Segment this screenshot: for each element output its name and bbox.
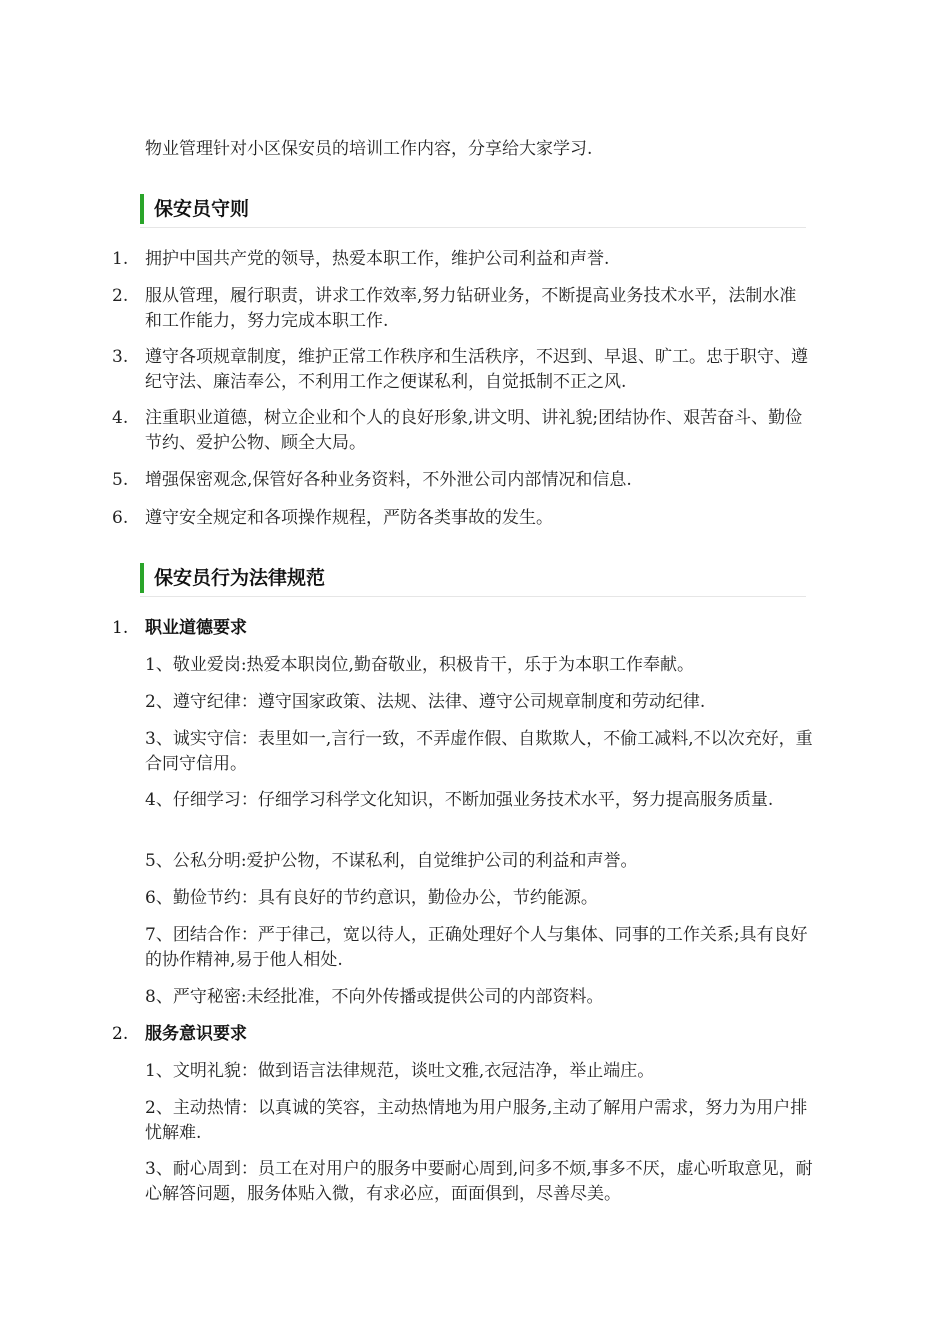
list-item xyxy=(112,345,812,395)
list-number: 2. xyxy=(112,286,129,306)
list-number: 1. xyxy=(112,249,129,269)
subsection-number: 2. xyxy=(112,1024,129,1044)
list-item xyxy=(112,506,812,531)
paragraph: 1、文明礼貌：做到语言法律规范，谈吐文雅,衣冠洁净，举止端庄。 xyxy=(145,1061,655,1081)
list-number: 5. xyxy=(112,470,129,490)
list-text: 注重职业道德，树立企业和个人的良好形象,讲文明、讲礼貌;团结协作、艰苦奋斗、勤俭节约、爱护公物、顾全大局。 xyxy=(145,408,803,453)
subsection-title: 服务意识要求 xyxy=(145,1024,247,1044)
list-text: 遵守各项规章制度，维护正常工作秩序和生活秩序，不迟到、早退、旷工。忠于职守、遵纪守法、廉洁奉公，不利用工作之便谋私利，自觉抵制不正之风. xyxy=(145,347,808,392)
list-text: 服从管理，履行职责，讲求工作效率,努力钻研业务，不断提高业务技术水平，法制水准和工作能力，努力完成本职工作. xyxy=(145,286,797,331)
section-title: 保安员守则 xyxy=(154,198,250,220)
paragraph: 5、公私分明:爱护公物，不谋私利，自觉维护公司的利益和声誉。 xyxy=(145,851,638,871)
list-item xyxy=(112,406,812,456)
paragraph: 3、诚实守信：表里如一,言行一致，不弄虚作假、自欺欺人，不偷工减料,不以次充好，重合同守信用。 xyxy=(145,729,813,774)
list-item xyxy=(112,284,812,334)
paragraph: 1、敬业爱岗:热爱本职岗位,勤奋敬业，积极肯干，乐于为本职工作奉献。 xyxy=(145,655,694,675)
list-text: 增强保密观念,保管好各种业务资料，不外泄公司内部情况和信息. xyxy=(145,470,632,490)
subsection-title: 职业道德要求 xyxy=(145,618,247,638)
list-item xyxy=(112,468,812,493)
subsection-number: 1. xyxy=(112,618,129,638)
list-number: 4. xyxy=(112,408,129,428)
heading-accent-bar xyxy=(140,563,144,593)
list-number: 3. xyxy=(112,347,129,367)
section-heading-guard-rules xyxy=(140,194,806,228)
paragraph: 2、主动热情：以真诚的笑容，主动热情地为用户服务,主动了解用户需求，努力为用户排忧解难. xyxy=(145,1098,808,1143)
subsection-heading xyxy=(112,616,247,641)
list-text: 拥护中国共产党的领导，热爱本职工作，维护公司利益和声誉. xyxy=(145,249,610,269)
paragraph: 8、严守秘密:未经批准，不向外传播或提供公司的内部资料。 xyxy=(145,987,604,1007)
subsection-heading xyxy=(112,1022,247,1047)
paragraph: 6、勤俭节约：具有良好的节约意识，勤俭办公，节约能源。 xyxy=(145,888,598,908)
intro-text: 物业管理针对小区保安员的培训工作内容，分享给大家学习. xyxy=(145,139,593,159)
section-heading-conduct-rules xyxy=(140,563,806,597)
list-item xyxy=(112,247,812,272)
list-text: 遵守安全规定和各项操作规程，严防各类事故的发生。 xyxy=(145,508,553,528)
paragraph: 7、团结合作：严于律己，宽以待人，正确处理好个人与集体、同事的工作关系;具有良好的协作精神,易于他人相处. xyxy=(145,925,808,970)
heading-accent-bar xyxy=(140,194,144,224)
paragraph: 4、仔细学习：仔细学习科学文化知识，不断加强业务技术水平，努力提高服务质量. xyxy=(145,790,774,810)
section-title: 保安员行为法律规范 xyxy=(154,567,326,589)
list-number: 6. xyxy=(112,508,129,528)
paragraph: 2、遵守纪律：遵守国家政策、法规、法律、遵守公司规章制度和劳动纪律. xyxy=(145,692,706,712)
paragraph: 3、耐心周到：员工在对用户的服务中要耐心周到,问多不烦,事多不厌，虚心听取意见，耐心解答问题，服务体贴入微，有求必应，面面俱到，尽善尽美。 xyxy=(145,1159,813,1204)
